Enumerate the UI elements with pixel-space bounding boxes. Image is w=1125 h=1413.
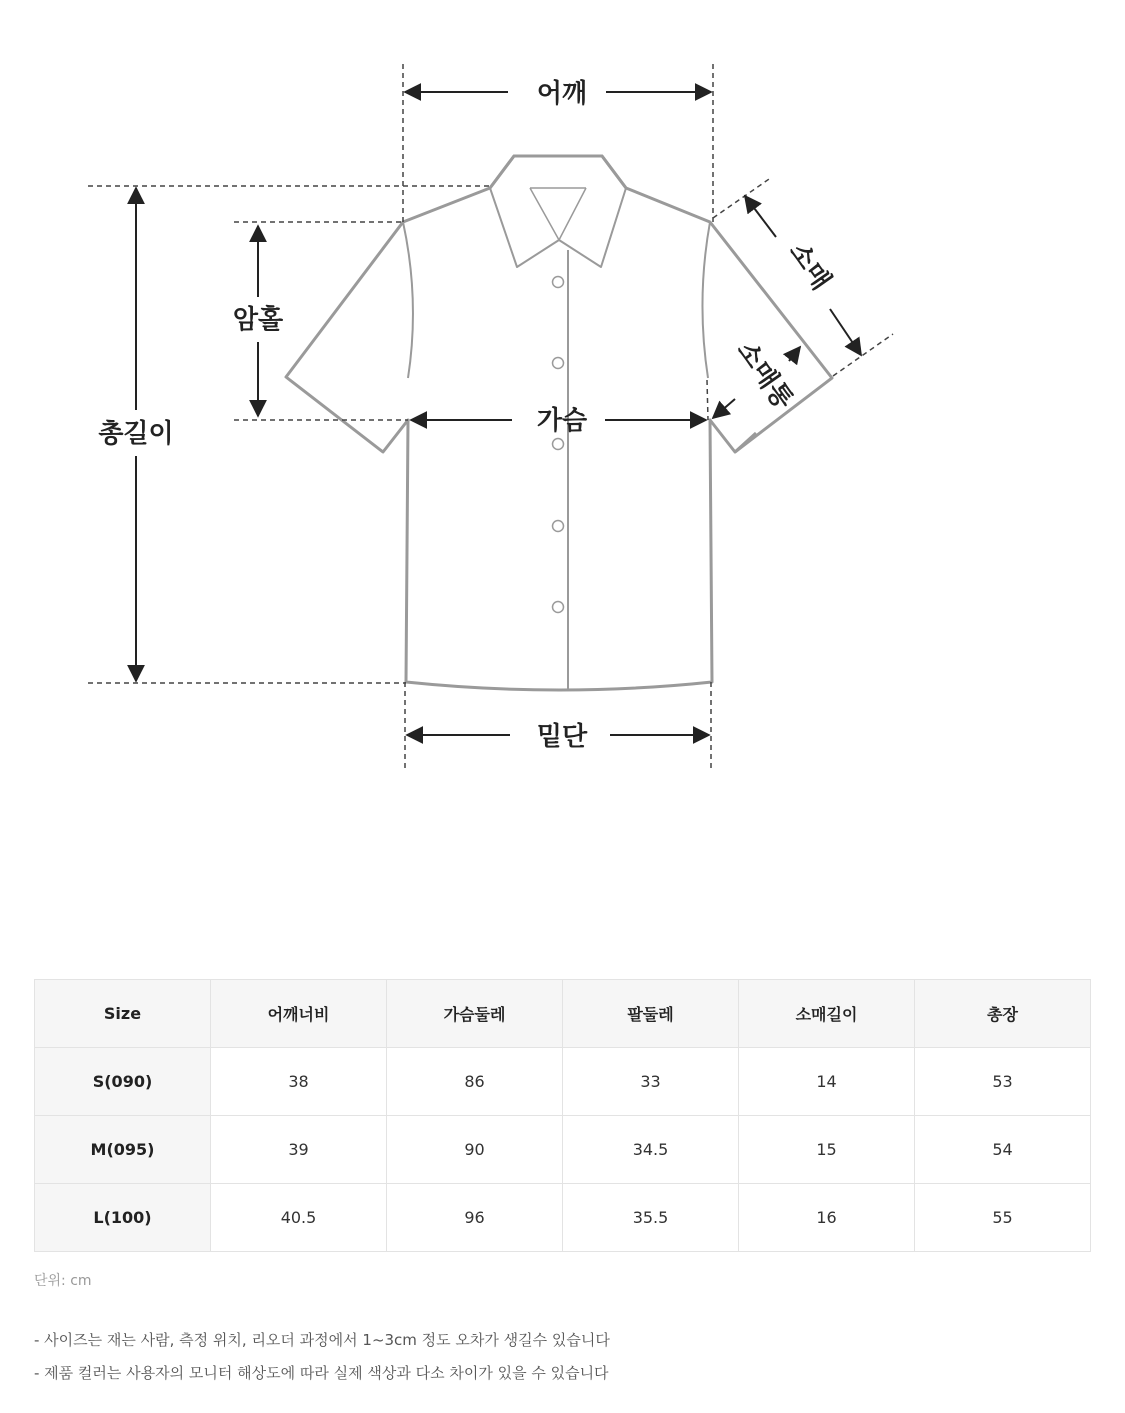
table-cell: 39 (211, 1116, 387, 1184)
sleeve-opening-label: 소매통 (730, 335, 799, 415)
shoulder-label: 어깨 (536, 79, 588, 109)
size-cell: L(100) (35, 1184, 211, 1252)
table-cell: 14 (739, 1048, 915, 1116)
table-row (35, 1184, 1091, 1252)
size-notes (34, 1324, 610, 1390)
table-cell: 86 (387, 1048, 563, 1116)
header-size: Size (35, 980, 211, 1048)
hem-label: 밑단 (536, 722, 588, 752)
table-header-row (35, 980, 1091, 1048)
size-cell: M(095) (35, 1116, 211, 1184)
header-shoulder-width: 어깨너비 (211, 980, 387, 1048)
table-cell: 90 (387, 1116, 563, 1184)
table-cell: 33 (563, 1048, 739, 1116)
header-sleeve-length: 소매길이 (739, 980, 915, 1048)
header-chest: 가슴둘레 (387, 980, 563, 1048)
table-cell: 35.5 (563, 1184, 739, 1252)
table-row (35, 1116, 1091, 1184)
table-row (35, 1048, 1091, 1116)
note-item: - 제품 컬러는 사용자의 모니터 해상도에 따라 실제 색상과 다소 차이가 있을 수 있습니다 (34, 1364, 609, 1382)
size-table (34, 979, 1091, 1252)
size-cell: S(090) (35, 1048, 211, 1116)
table-cell: 96 (387, 1184, 563, 1252)
table-cell: 15 (739, 1116, 915, 1184)
header-total-length: 총장 (915, 980, 1091, 1048)
header-arm-circumference: 팔둘레 (563, 980, 739, 1048)
table-cell: 38 (211, 1048, 387, 1116)
table-cell: 53 (915, 1048, 1091, 1116)
table-cell: 34.5 (563, 1116, 739, 1184)
table-cell: 40.5 (211, 1184, 387, 1252)
chest-label: 가슴 (536, 406, 588, 436)
unit-note: 단위: cm (34, 1273, 92, 1289)
table-cell: 55 (915, 1184, 1091, 1252)
armhole-label: 암홀 (232, 305, 284, 335)
sleeve-label: 소매 (782, 237, 837, 296)
total-length-label: 총길이 (98, 419, 174, 449)
note-item: - 사이즈는 재는 사람, 측정 위치, 리오더 과정에서 1~3cm 정도 오차가 생길수 있습니다 (34, 1331, 610, 1349)
table-cell: 16 (739, 1184, 915, 1252)
table-cell: 54 (915, 1116, 1091, 1184)
